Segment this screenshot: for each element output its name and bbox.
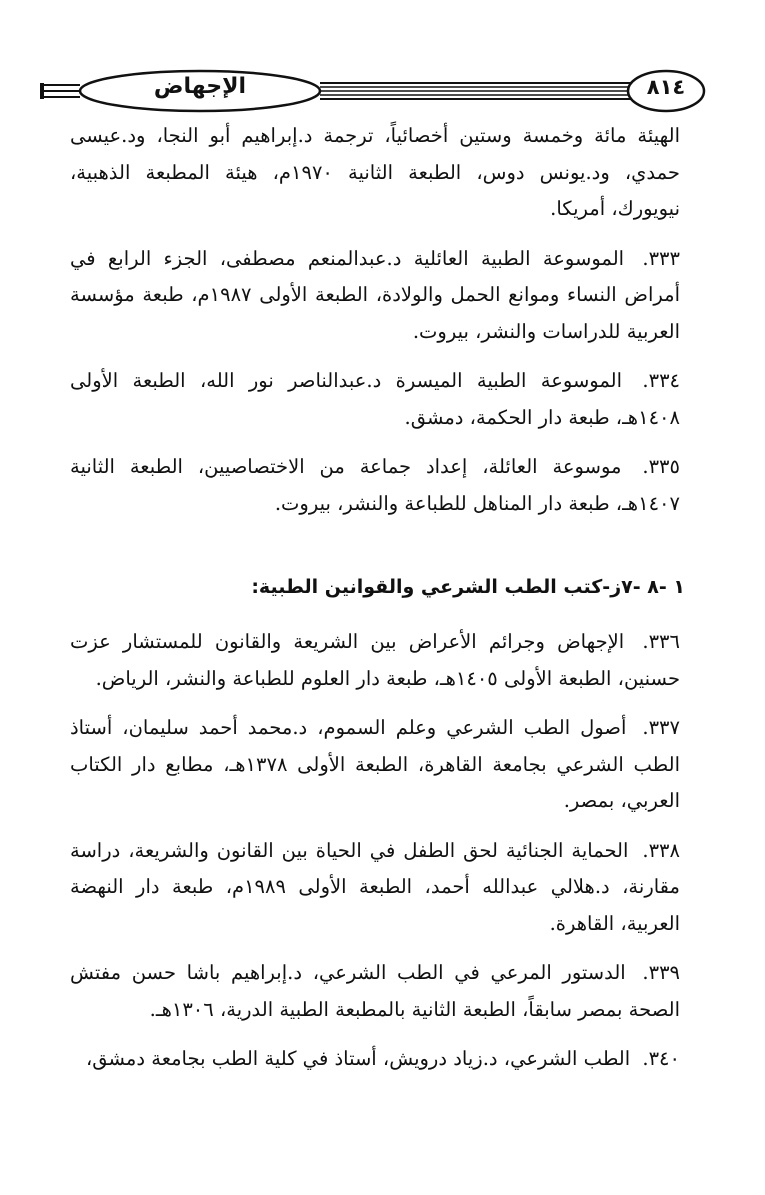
entry-number: ٣٣٨. xyxy=(642,838,680,862)
bibliography-upper xyxy=(70,118,680,535)
entry-number: ٣٤٠. xyxy=(642,1047,680,1070)
section-heading: ١ -٨ -٧ز-كتب الطب الشرعي والقوانين الطبية: xyxy=(251,576,685,598)
bib-entry-337 xyxy=(70,710,680,820)
bib-entry-338 xyxy=(70,833,680,943)
entry-number: ٣٣٥. xyxy=(642,455,680,478)
running-header xyxy=(40,66,725,116)
page-number: ٨١٤ xyxy=(646,75,686,99)
bib-entry-333 xyxy=(70,241,680,351)
bib-entry-340 xyxy=(70,1041,680,1078)
entry-number: ٣٣٩. xyxy=(642,961,681,984)
entry-text: الموسوعة الطبية العائلية د.عبدالمنعم مصطفى، الجزء الرابع في أمراض النساء وموانع الحمل والولادة، الطبعة الأولى ١٩٨٧م، طبعة مؤسسة العربية للدراسات والنشر، بيروت. xyxy=(70,246,680,343)
continuation-paragraph: الهيئة مائة وخمسة وستين أخصائياً، ترجمة د.إبراهيم أبو النجا، ود.عيسى حمدي، ود.يونس دوس، الطبعة الثانية ١٩٧٠م، هيئة المطبعة الذهبية، نيويورك، أمريكا. xyxy=(70,124,680,220)
entry-number: ٣٣٦. xyxy=(642,630,680,653)
header-title: الإجهاض xyxy=(153,74,247,99)
entry-number: ٣٣٤. xyxy=(642,369,681,392)
entry-text: أصول الطب الشرعي وعلم السموم، د.محمد أحمد سليمان، أستاذ الطب الشرعي بجامعة القاهرة، الطبعة الأولى ١٣٧٨هـ، مطابع دار الكتاب العربي، بمصر. xyxy=(70,716,680,812)
bib-entry-336 xyxy=(70,624,680,697)
bib-entry-339 xyxy=(70,955,680,1028)
bibliography-lower xyxy=(70,624,680,1091)
entry-number: ٣٣٧. xyxy=(642,716,680,739)
bib-entry-334 xyxy=(70,363,680,436)
entry-text: الطب الشرعي، د.زياد درويش، أستاذ في كلية الطب بجامعة دمشق، xyxy=(85,1047,631,1070)
entry-text: الإجهاض وجرائم الأعراض بين الشريعة والقانون للمستشار عزت حسنين، الطبعة الأولى ١٤٠٥هـ، طبعة دار العلوم للطباعة والنشر، الرياض. xyxy=(70,630,680,690)
entry-text: الموسوعة الطبية الميسرة د.عبدالناصر نور الله، الطبعة الأولى ١٤٠٨هـ، طبعة دار الحكمة، دمشق. xyxy=(70,369,680,429)
entry-text: موسوعة العائلة، إعداد جماعة من الاختصاصيين، الطبعة الثانية ١٤٠٧هـ، طبعة دار المناهل للطباعة والنشر، بيروت. xyxy=(70,455,680,515)
entry-number: ٣٣٣. xyxy=(642,246,680,270)
bib-entry-335 xyxy=(70,449,680,522)
entry-text: الحماية الجنائية لحق الطفل في الحياة بين القانون والشريعة، دراسة مقارنة، د.هلالي عبدالله أحمد، الطبعة الأولى ١٩٨٩م، طبعة دار النهضة العربية، القاهرة. xyxy=(70,838,680,935)
entry-text: الدستور المرعي في الطب الشرعي، د.إبراهيم باشا حسن مفتش الصحة بمصر سابقاً، الطبعة الثانية بالمطبعة الطبية الدرية، ١٣٠٦هـ. xyxy=(70,961,680,1021)
